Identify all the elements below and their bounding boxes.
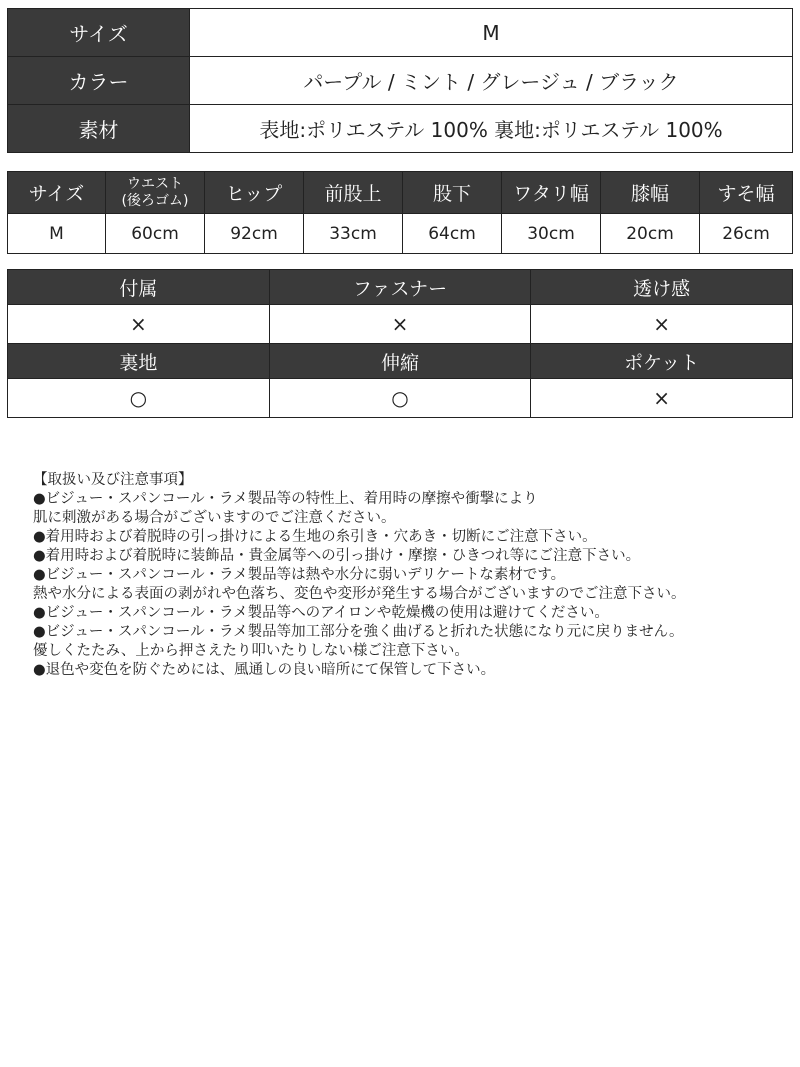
material-value: 表地:ポリエステル 100% 裏地:ポリエステル 100%	[190, 105, 793, 153]
header-stretch: 伸縮	[269, 344, 531, 379]
value-sheerness: ×	[531, 305, 793, 344]
value-front-rise: 33cm	[304, 214, 403, 254]
value-zipper: ×	[269, 305, 531, 344]
header-thigh-width: ワタリ幅	[502, 172, 601, 214]
header-waist-line2: (後ろゴム)	[121, 192, 189, 209]
value-knee-width: 20cm	[601, 214, 700, 254]
header-hip: ヒップ	[205, 172, 304, 214]
header-pocket: ポケット	[531, 344, 793, 379]
header-hem-width: すそ幅	[700, 172, 793, 214]
features-value-row-1	[8, 305, 793, 344]
value-pocket: ×	[531, 379, 793, 418]
care-note-line: 肌に刺激がある場合がございますのでご注意ください。	[33, 510, 396, 526]
care-note-line: ●ビジュー・スパンコール・ラメ製品等の特性上、着用時の摩擦や衝撃により	[33, 491, 538, 507]
header-inseam: 股下	[403, 172, 502, 214]
size-label: サイズ	[8, 9, 190, 57]
care-notes	[33, 471, 793, 680]
header-knee-width: 膝幅	[601, 172, 700, 214]
care-note-line: ●ビジュー・スパンコール・ラメ製品等へのアイロンや乾燥機の使用は避けてください。	[33, 605, 609, 621]
header-lining: 裏地	[8, 344, 270, 379]
care-note-line: ●着用時および着脱時に装飾品・貴金属等への引っ掛け・摩擦・ひきつれ等にご注意下さい。	[33, 548, 641, 564]
size-header-row	[8, 172, 793, 214]
features-table	[7, 269, 793, 418]
care-note-line: ●退色や変色を防ぐためには、風通しの良い暗所にて保管して下さい。	[33, 662, 496, 678]
header-size: サイズ	[8, 172, 106, 214]
care-notes-title: 【取扱い及び注意事項】	[33, 472, 193, 488]
features-value-row-2	[8, 379, 793, 418]
value-lining: ○	[8, 379, 270, 418]
care-note-line: ●ビジュー・スパンコール・ラメ製品等加工部分を強く曲げると折れた状態になり元に戻りません。	[33, 624, 684, 640]
care-note-line: ●着用時および着脱時の引っ掛けによる生地の糸引き・穴あき・切断にご注意下さい。	[33, 529, 597, 545]
value-size: M	[8, 214, 106, 254]
value-hem-width: 26cm	[700, 214, 793, 254]
size-value-row	[8, 214, 793, 254]
header-accessories: 付属	[8, 270, 270, 305]
color-row	[8, 57, 793, 105]
header-front-rise: 前股上	[304, 172, 403, 214]
header-waist	[106, 172, 205, 214]
size-row	[8, 9, 793, 57]
header-zipper: ファスナー	[269, 270, 531, 305]
value-hip: 92cm	[205, 214, 304, 254]
material-row	[8, 105, 793, 153]
care-note-line: 熱や水分による表面の剥がれや色落ち、変色や変形が発生する場合がございますのでご注意下さい。	[33, 586, 686, 602]
value-thigh-width: 30cm	[502, 214, 601, 254]
header-waist-line1: ウエスト	[127, 175, 183, 192]
care-note-line: ●ビジュー・スパンコール・ラメ製品等は熱や水分に弱いデリケートな素材です。	[33, 567, 566, 583]
header-sheerness: 透け感	[531, 270, 793, 305]
value-waist: 60cm	[106, 214, 205, 254]
care-note-line: 優しくたたみ、上から押さえたり叩いたりしない様ご注意下さい。	[33, 643, 469, 659]
size-measurement-table	[7, 171, 793, 254]
size-value: M	[190, 9, 793, 57]
material-label: 素材	[8, 105, 190, 153]
value-inseam: 64cm	[403, 214, 502, 254]
features-header-row-2	[8, 344, 793, 379]
value-accessories: ×	[8, 305, 270, 344]
basic-info-table	[7, 8, 793, 153]
color-value: パープル / ミント / グレージュ / ブラック	[190, 57, 793, 105]
color-label: カラー	[8, 57, 190, 105]
features-header-row-1	[8, 270, 793, 305]
value-stretch: ○	[269, 379, 531, 418]
